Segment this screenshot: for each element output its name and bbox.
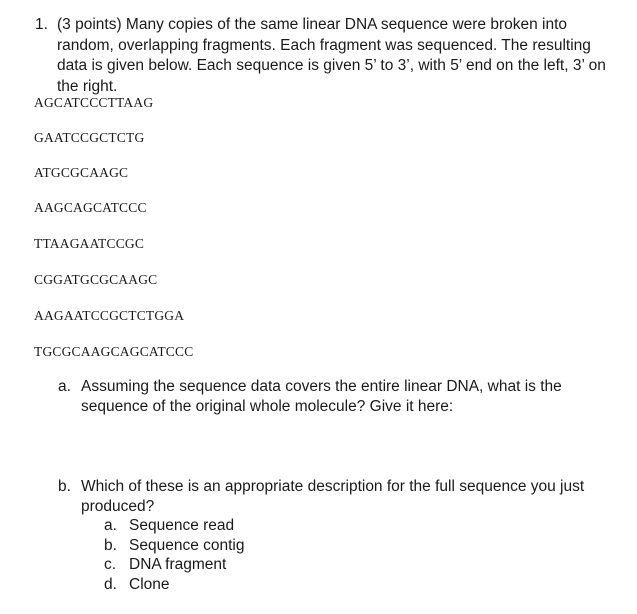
option-label: Clone [129, 576, 170, 593]
sequence-fragment: CGGATGCGCAAGC [34, 272, 158, 287]
option-label: Sequence contig [129, 537, 245, 554]
sequence-fragment: TGCGCAAGCAGCATCCC [34, 344, 194, 359]
option-marker: c. [104, 556, 117, 573]
part-b-prompt: Which of these is an appropriate description for the full sequence you just produced? [81, 478, 585, 515]
option-marker: b. [104, 537, 117, 554]
sequence-fragment: AAGCAGCATCCC [34, 200, 147, 215]
part-b-marker: b. [58, 478, 71, 495]
sequence-fragment: ATGCGCAAGC [34, 165, 129, 180]
part-a-prompt: Assuming the sequence data covers the entire linear DNA, what is the sequence of the original whole molecule? Give it here: [81, 378, 562, 415]
part-a-marker: a. [58, 378, 71, 395]
option-label: Sequence read [129, 517, 235, 534]
sequence-fragment: AAGAATCCGCTCTGGA [34, 308, 185, 323]
sequence-fragment: GAATCCGCTCTG [34, 130, 145, 145]
sequence-fragment: TTAAGAATCCGC [34, 236, 145, 251]
option-marker: a. [104, 517, 117, 534]
sequence-fragment: AGCATCCCTTAAG [34, 95, 154, 110]
option-label: DNA fragment [129, 556, 227, 573]
question-number: 1. [35, 16, 48, 33]
option-marker: d. [104, 576, 117, 593]
question-prompt: (3 points) Many copies of the same linear DNA sequence were broken into random, overlapping fragments. Each fragment was sequenced. The resulting data is given below. Each sequence is given 5’ to 3’, with 5’ end on the left, 3’ on the right. [57, 16, 606, 95]
